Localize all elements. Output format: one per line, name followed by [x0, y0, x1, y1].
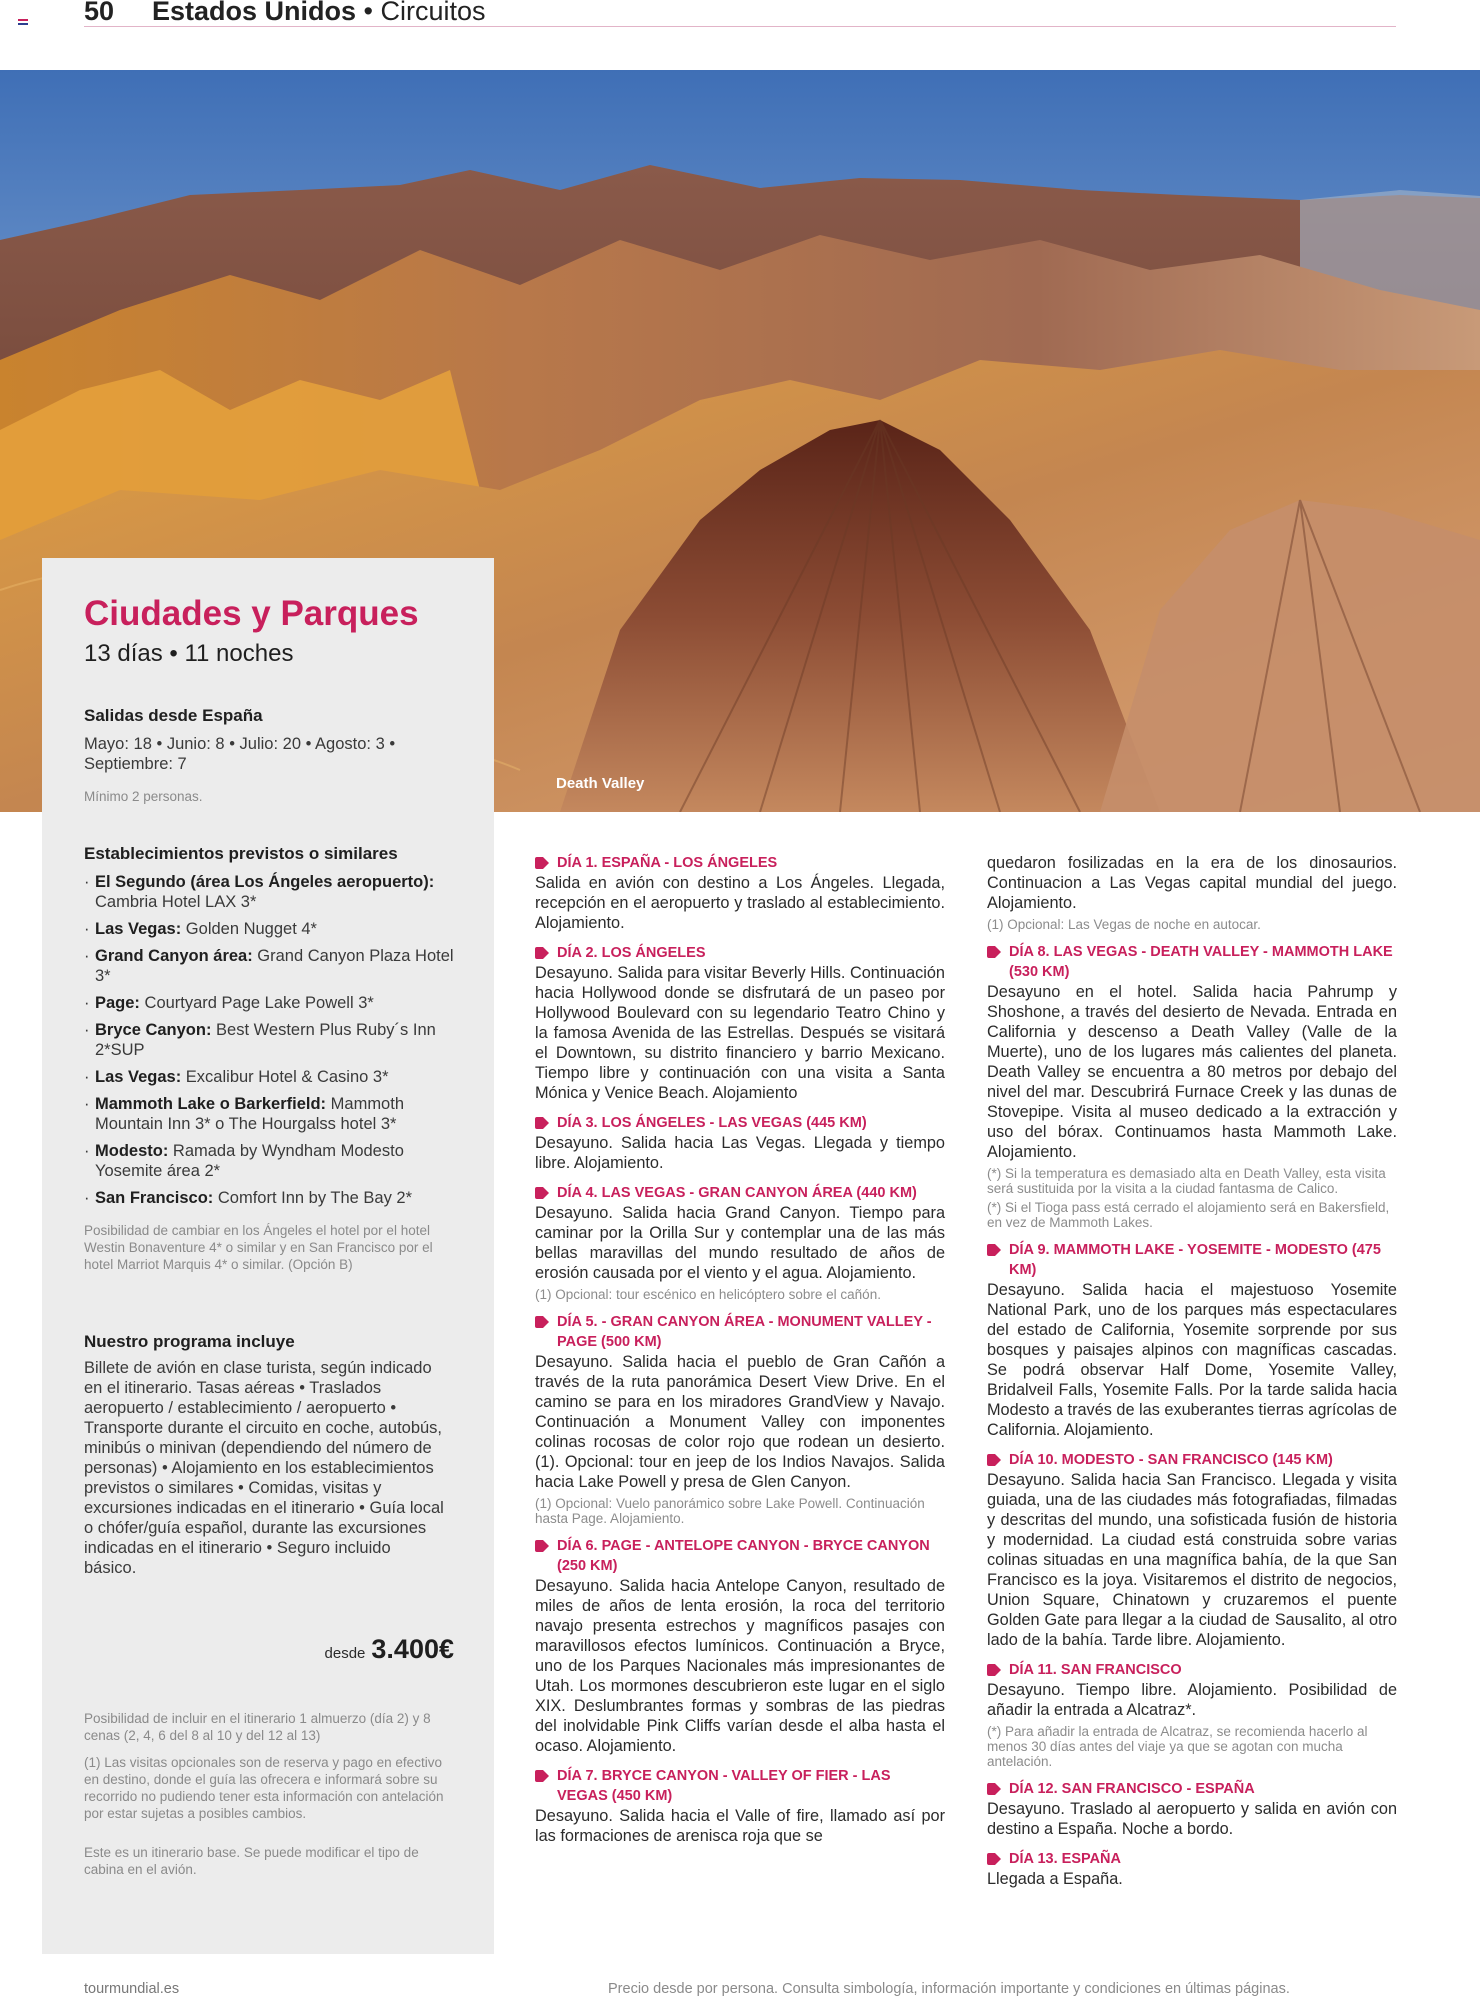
- header-separator: •: [356, 0, 381, 26]
- itinerary-column-1: [535, 853, 945, 1856]
- header-title-country: Estados Unidos: [152, 0, 357, 26]
- hotel-name: Grand Canyon Plaza Hotel 3*: [95, 947, 454, 985]
- hotel-name: Golden Nugget 4*: [181, 920, 317, 938]
- itinerary-day: [535, 1183, 945, 1302]
- day-description: Desayuno. Salida hacia San Francisco. Llegada y visita guiada, una de las ciudades más fotografiadas, filmadas y descritas del mundo, una sofisticada fusión de historia y modernidad. La ciudad está construida sobre varias colinas situadas en una magnífica bahía, de la que San Francisco es la joya. Visitaremos el distrito de negocios, Union Square, Chinatown y cruzaremos el puente Golden Gate para llegar a la ciudad de Sausalito, al otro lado de la bahía. Tarde libre. Alojamiento.: [987, 1471, 1397, 1649]
- day-title: [535, 1766, 945, 1806]
- page-number: 50: [84, 0, 115, 26]
- day-note: (1) Opcional: tour escénico en helicóptero sobre el cañón.: [535, 1287, 881, 1302]
- tag-icon: [987, 1783, 1001, 1795]
- day-description: Desayuno. Traslado al aeropuerto y salida en avión con destino a España. Noche a bordo.: [987, 1800, 1397, 1838]
- price-value: 3.400€: [371, 1634, 454, 1664]
- itinerary-day: [987, 1240, 1397, 1440]
- day-title: [535, 853, 945, 873]
- day-description: Desayuno. Salida para visitar Beverly Hills. Continuación hacia Hollywood donde se disfrutará de un paseo por Hollywood Boulevard con su legendario Teatro Chino y la famosa Avenida de las Estrellas. Después se visitará el Downtown, su distrito financiero y barrio Mexicano. Tiempo libre y continuación con una visita a Santa Mónica y Venice Beach. Alojamiento: [535, 964, 945, 1102]
- list-item: [84, 1141, 464, 1181]
- header-divider: [84, 26, 1396, 27]
- day-title-text: DÍA 6. PAGE - ANTELOPE CANYON - BRYCE CANYON (250 KM): [557, 1538, 930, 1574]
- trip-summary-panel: [42, 558, 494, 1954]
- day-title: [535, 1183, 945, 1203]
- photo-caption: Death Valley: [556, 775, 645, 792]
- day-title: [535, 1536, 945, 1576]
- day-title-text: DÍA 1. ESPAÑA - LOS ÁNGELES: [557, 855, 778, 871]
- day-title-text: DÍA 2. LOS ÁNGELES: [557, 945, 706, 961]
- header-title: [152, 0, 486, 27]
- itinerary-day: [535, 1312, 945, 1526]
- itinerary-day: [535, 1113, 945, 1173]
- day-description: Desayuno. Salida hacia el majestuoso Yosemite National Park, uno de los parques más espectaculares del estado de California, Yosemite sorprende por sus bosques y paisajes alpinos con magníficas cascadas. Se podrá observar Half Dome, Yosemite Valley, Bridalveil Falls, Yosemite Falls. Por la tarde salida hacia Modesto a través de las exuberantes tierras agrícolas de California. Alojamiento.: [987, 1281, 1397, 1439]
- day-note: (1) Opcional: Vuelo panorámico sobre Lake Powell. Continuación hasta Page. Alojamiento.: [535, 1496, 925, 1526]
- tag-icon: [535, 1187, 549, 1199]
- list-item: [84, 1188, 464, 1208]
- hotel-place: Las Vegas:: [95, 920, 182, 938]
- itinerary-day: [535, 1536, 945, 1756]
- tag-icon: [535, 947, 549, 959]
- trip-title: Ciudades y Parques: [84, 594, 419, 633]
- header-title-section: Circuitos: [380, 0, 486, 26]
- hotels-list: [84, 872, 464, 1215]
- day-title: [535, 943, 945, 963]
- departures-dates: Mayo: 18 • Junio: 8 • Julio: 20 • Agosto: 3 • Septiembre: 7: [84, 735, 396, 773]
- list-item: [84, 872, 464, 912]
- hotel-name: Courtyard Page Lake Powell 3*: [139, 994, 374, 1012]
- day-title-text: DÍA 9. MAMMOTH LAKE - YOSEMITE - MODESTO (475 KM): [1009, 1242, 1381, 1278]
- day-title-text: DÍA 11. SAN FRANCISCO: [1009, 1662, 1182, 1678]
- hotels-heading: Establecimientos previstos o similares: [84, 844, 398, 863]
- base-itinerary-note: Este es un itinerario base. Se puede modificar el tipo de cabina en el avión.: [84, 1845, 419, 1877]
- minimum-people-note: Mínimo 2 personas.: [84, 789, 203, 804]
- tag-icon: [987, 946, 1001, 958]
- footer-note: Precio desde por persona. Consulta simbología, información importante y condiciones en últimas páginas.: [608, 1981, 1290, 1997]
- day-title: [987, 1849, 1397, 1869]
- list-item: [84, 946, 464, 986]
- list-item: [84, 1020, 464, 1060]
- day-description: Desayuno en el hotel. Salida hacia Pahrump y Shoshone, a través del desierto de Nevada. Entrada en California y descenso a Death Valley (Valle de la Muerte), uno de los lugares más calientes del planeta. Death Valley se encuentra a 80 metros por debajo del nivel del mar. Descubrirá Furnace Creek y las dunas de Stovepipe. Visita al museo dedicado a la extracción y uso del bórax. Continuamos hasta Mammoth Lake. Alojamiento.: [987, 983, 1397, 1161]
- day-title-text: DÍA 5. - GRAN CANYON ÁREA - MONUMENT VALLEY - PAGE (500 KM): [557, 1314, 932, 1350]
- departures-heading: Salidas desde España: [84, 706, 263, 725]
- day-note: (*) Si la temperatura es demasiado alta en Death Valley, esta visita será sustituida por la visita a la ciudad fantasma de Calico.: [987, 1166, 1386, 1196]
- itinerary-column-2: [987, 853, 1397, 1899]
- price-label: desde: [324, 1645, 366, 1662]
- tag-icon: [535, 857, 549, 869]
- day-title: [535, 1312, 945, 1352]
- day-description: Llegada a España.: [987, 1870, 1123, 1888]
- day-title: [987, 942, 1397, 982]
- tag-icon: [987, 1454, 1001, 1466]
- hotel-place: Mammoth Lake o Barkerfield:: [95, 1095, 327, 1113]
- hotels-note: Posibilidad de cambiar en los Ángeles el hotel por el hotel Westin Bonaventure 4* o similar y en San Francisco por el hotel Marriot Marquis 4* o similar. (Opción B): [84, 1223, 433, 1272]
- day-title-text: DÍA 12. SAN FRANCISCO - ESPAÑA: [1009, 1781, 1255, 1797]
- day-7-continuation: quedaron fosilizadas en la era de los dinosaurios. Continuacion a Las Vegas capital mundial del juego. Alojamiento.: [987, 854, 1397, 912]
- day-7-note: (1) Opcional: Las Vegas de noche en autocar.: [987, 917, 1261, 932]
- hotel-name: Best Western Plus Ruby´s Inn 2*SUP: [95, 1021, 436, 1059]
- list-item: [84, 1094, 464, 1134]
- hotel-name: Ramada by Wyndham Modesto Yosemite área 2*: [95, 1142, 404, 1180]
- itinerary-day: [535, 1766, 945, 1846]
- itinerary-day: [987, 942, 1397, 1230]
- list-item: [84, 1067, 464, 1087]
- day-title: [987, 1779, 1397, 1799]
- col2-days: [987, 942, 1397, 1889]
- hotel-name: Cambria Hotel LAX 3*: [95, 893, 257, 911]
- day-title-text: DÍA 10. MODESTO - SAN FRANCISCO (145 KM): [1009, 1452, 1333, 1468]
- itinerary-day: [987, 1450, 1397, 1650]
- flag-icon: [18, 19, 28, 27]
- day-description: Desayuno. Salida hacia Antelope Canyon, resultado de miles de años de lenta erosión, la roca del territorio navajo presenta estrechos y magníficos pasajes con maravillosos efectos lumínicos. Continuación a Bryce, uno de los Parques Nacionales más impresionantes de Utah. Los mormones descubrieron este lugar en el siglo XIX. Deslumbrantes formas y sombras de las piedras del inolvidable Pink Cliffs varían desde el alba hasta el ocaso. Alojamiento.: [535, 1577, 945, 1755]
- day-description: Desayuno. Salida hacia el pueblo de Gran Cañón a través de la ruta panorámica Desert View Drive. En el camino se para en los miradores GrandView y Navajo. Continuación a Monument Valley con imponentes colinas rocosas de color rojo que rodean un desierto. (1). Opcional: tour en jeep de los Indios Navajos. Salida hacia Lake Powell y presa de Glen Canyon.: [535, 1353, 945, 1491]
- day-title-text: DÍA 3. LOS ÁNGELES - LAS VEGAS (445 KM): [557, 1115, 867, 1131]
- itinerary-day: [987, 1849, 1397, 1889]
- day-note: (*) Para añadir la entrada de Alcatraz, se recomienda hacerlo al menos 30 días antes del viaje ya que se agotan con mucha antelación.: [987, 1724, 1368, 1769]
- day-title-text: DÍA 13. ESPAÑA: [1009, 1851, 1121, 1867]
- day-title-text: DÍA 8. LAS VEGAS - DEATH VALLEY - MAMMOTH LAKE (530 KM): [1009, 944, 1393, 980]
- price-box: [84, 1634, 454, 1665]
- tag-icon: [987, 1244, 1001, 1256]
- tag-icon: [535, 1117, 549, 1129]
- tag-icon: [987, 1664, 1001, 1676]
- itinerary-day: [535, 853, 945, 933]
- day-title-text: DÍA 7. BRYCE CANYON - VALLEY OF FIER - LAS VEGAS (450 KM): [557, 1768, 891, 1804]
- optional-visits-note: (1) Las visitas opcionales son de reserva y pago en efectivo en destino, donde el guía las ofrecera e informará sobre su recorrido no pudiendo tener esta información con antelación por estar sujetas a posibles cambios.: [84, 1755, 444, 1821]
- day-title: [987, 1240, 1397, 1280]
- hotel-place: Bryce Canyon:: [95, 1021, 212, 1039]
- trip-duration: 13 días • 11 noches: [84, 640, 294, 667]
- tag-icon: [535, 1540, 549, 1552]
- includes-text: Billete de avión en clase turista, según indicado en el itinerario. Tasas aéreas • Traslados aeropuerto / establecimiento / aeropuerto • Transporte durante el circuito en coche, autobús, minibús o minivan (dependiendo del número de personas) • Alojamiento en los establecimientos previstos o similares • Comidas, visitas y excursiones indicadas en el itinerario • Guía local o chófer/guía español, durante las excursiones indicadas en el itinerario • Seguro incluido básico.: [84, 1359, 444, 1577]
- list-item: [84, 993, 464, 1013]
- day-title: [987, 1450, 1397, 1470]
- day-description: Desayuno. Tiempo libre. Alojamiento. Posibilidad de añadir la entrada a Alcatraz*.: [987, 1681, 1397, 1719]
- meals-note: Posibilidad de incluir en el itinerario 1 almuerzo (día 2) y 8 cenas (2, 4, 6 del 8 al 10 y del 12 al 13): [84, 1711, 431, 1743]
- tag-icon: [535, 1770, 549, 1782]
- itinerary-day: [535, 943, 945, 1103]
- hotel-place: El Segundo (área Los Ángeles aeropuerto):: [95, 873, 435, 891]
- hotel-name: Excalibur Hotel & Casino 3*: [181, 1068, 389, 1086]
- list-item: [84, 919, 464, 939]
- hotel-place: Page:: [95, 994, 140, 1012]
- day-description: Desayuno. Salida hacia el Valle of fire, llamado así por las formaciones de arenisca roja que se: [535, 1807, 945, 1845]
- day-description: Salida en avión con destino a Los Ángeles. Llegada, recepción en el aeropuerto y traslado al establecimiento. Alojamiento.: [535, 874, 945, 932]
- day-title: [987, 1660, 1397, 1680]
- hotel-place: San Francisco:: [95, 1189, 214, 1207]
- day-note: (*) Si el Tioga pass está cerrado el alojamiento será en Bakersfield, en vez de Mammoth Lakes.: [987, 1200, 1390, 1230]
- itinerary-day: [987, 1779, 1397, 1839]
- day-description: Desayuno. Salida hacia Las Vegas. Llegada y tiempo libre. Alojamiento.: [535, 1134, 945, 1172]
- hotel-place: Las Vegas:: [95, 1068, 182, 1086]
- tag-icon: [535, 1316, 549, 1328]
- includes-heading: Nuestro programa incluye: [84, 1332, 295, 1351]
- itinerary-day: [987, 1660, 1397, 1769]
- hotel-name: Comfort Inn by The Bay 2*: [213, 1189, 413, 1207]
- day-title-text: DÍA 4. LAS VEGAS - GRAN CANYON ÁREA (440 KM): [557, 1185, 917, 1201]
- day-title: [535, 1113, 945, 1133]
- hotel-place: Modesto:: [95, 1142, 169, 1160]
- day-description: Desayuno. Salida hacia Grand Canyon. Tiempo para caminar por la Orilla Sur y contemplar una de las más bellas maravillas del mundo resultado de años de erosión causada por el viento y el agua. Alojamiento.: [535, 1204, 945, 1282]
- hotel-name: Mammoth Mountain Inn 3* o The Hourgalss hotel 3*: [95, 1095, 404, 1133]
- tag-icon: [987, 1853, 1001, 1865]
- footer-website: tourmundial.es: [84, 1981, 180, 1997]
- hotel-place: Grand Canyon área:: [95, 947, 253, 965]
